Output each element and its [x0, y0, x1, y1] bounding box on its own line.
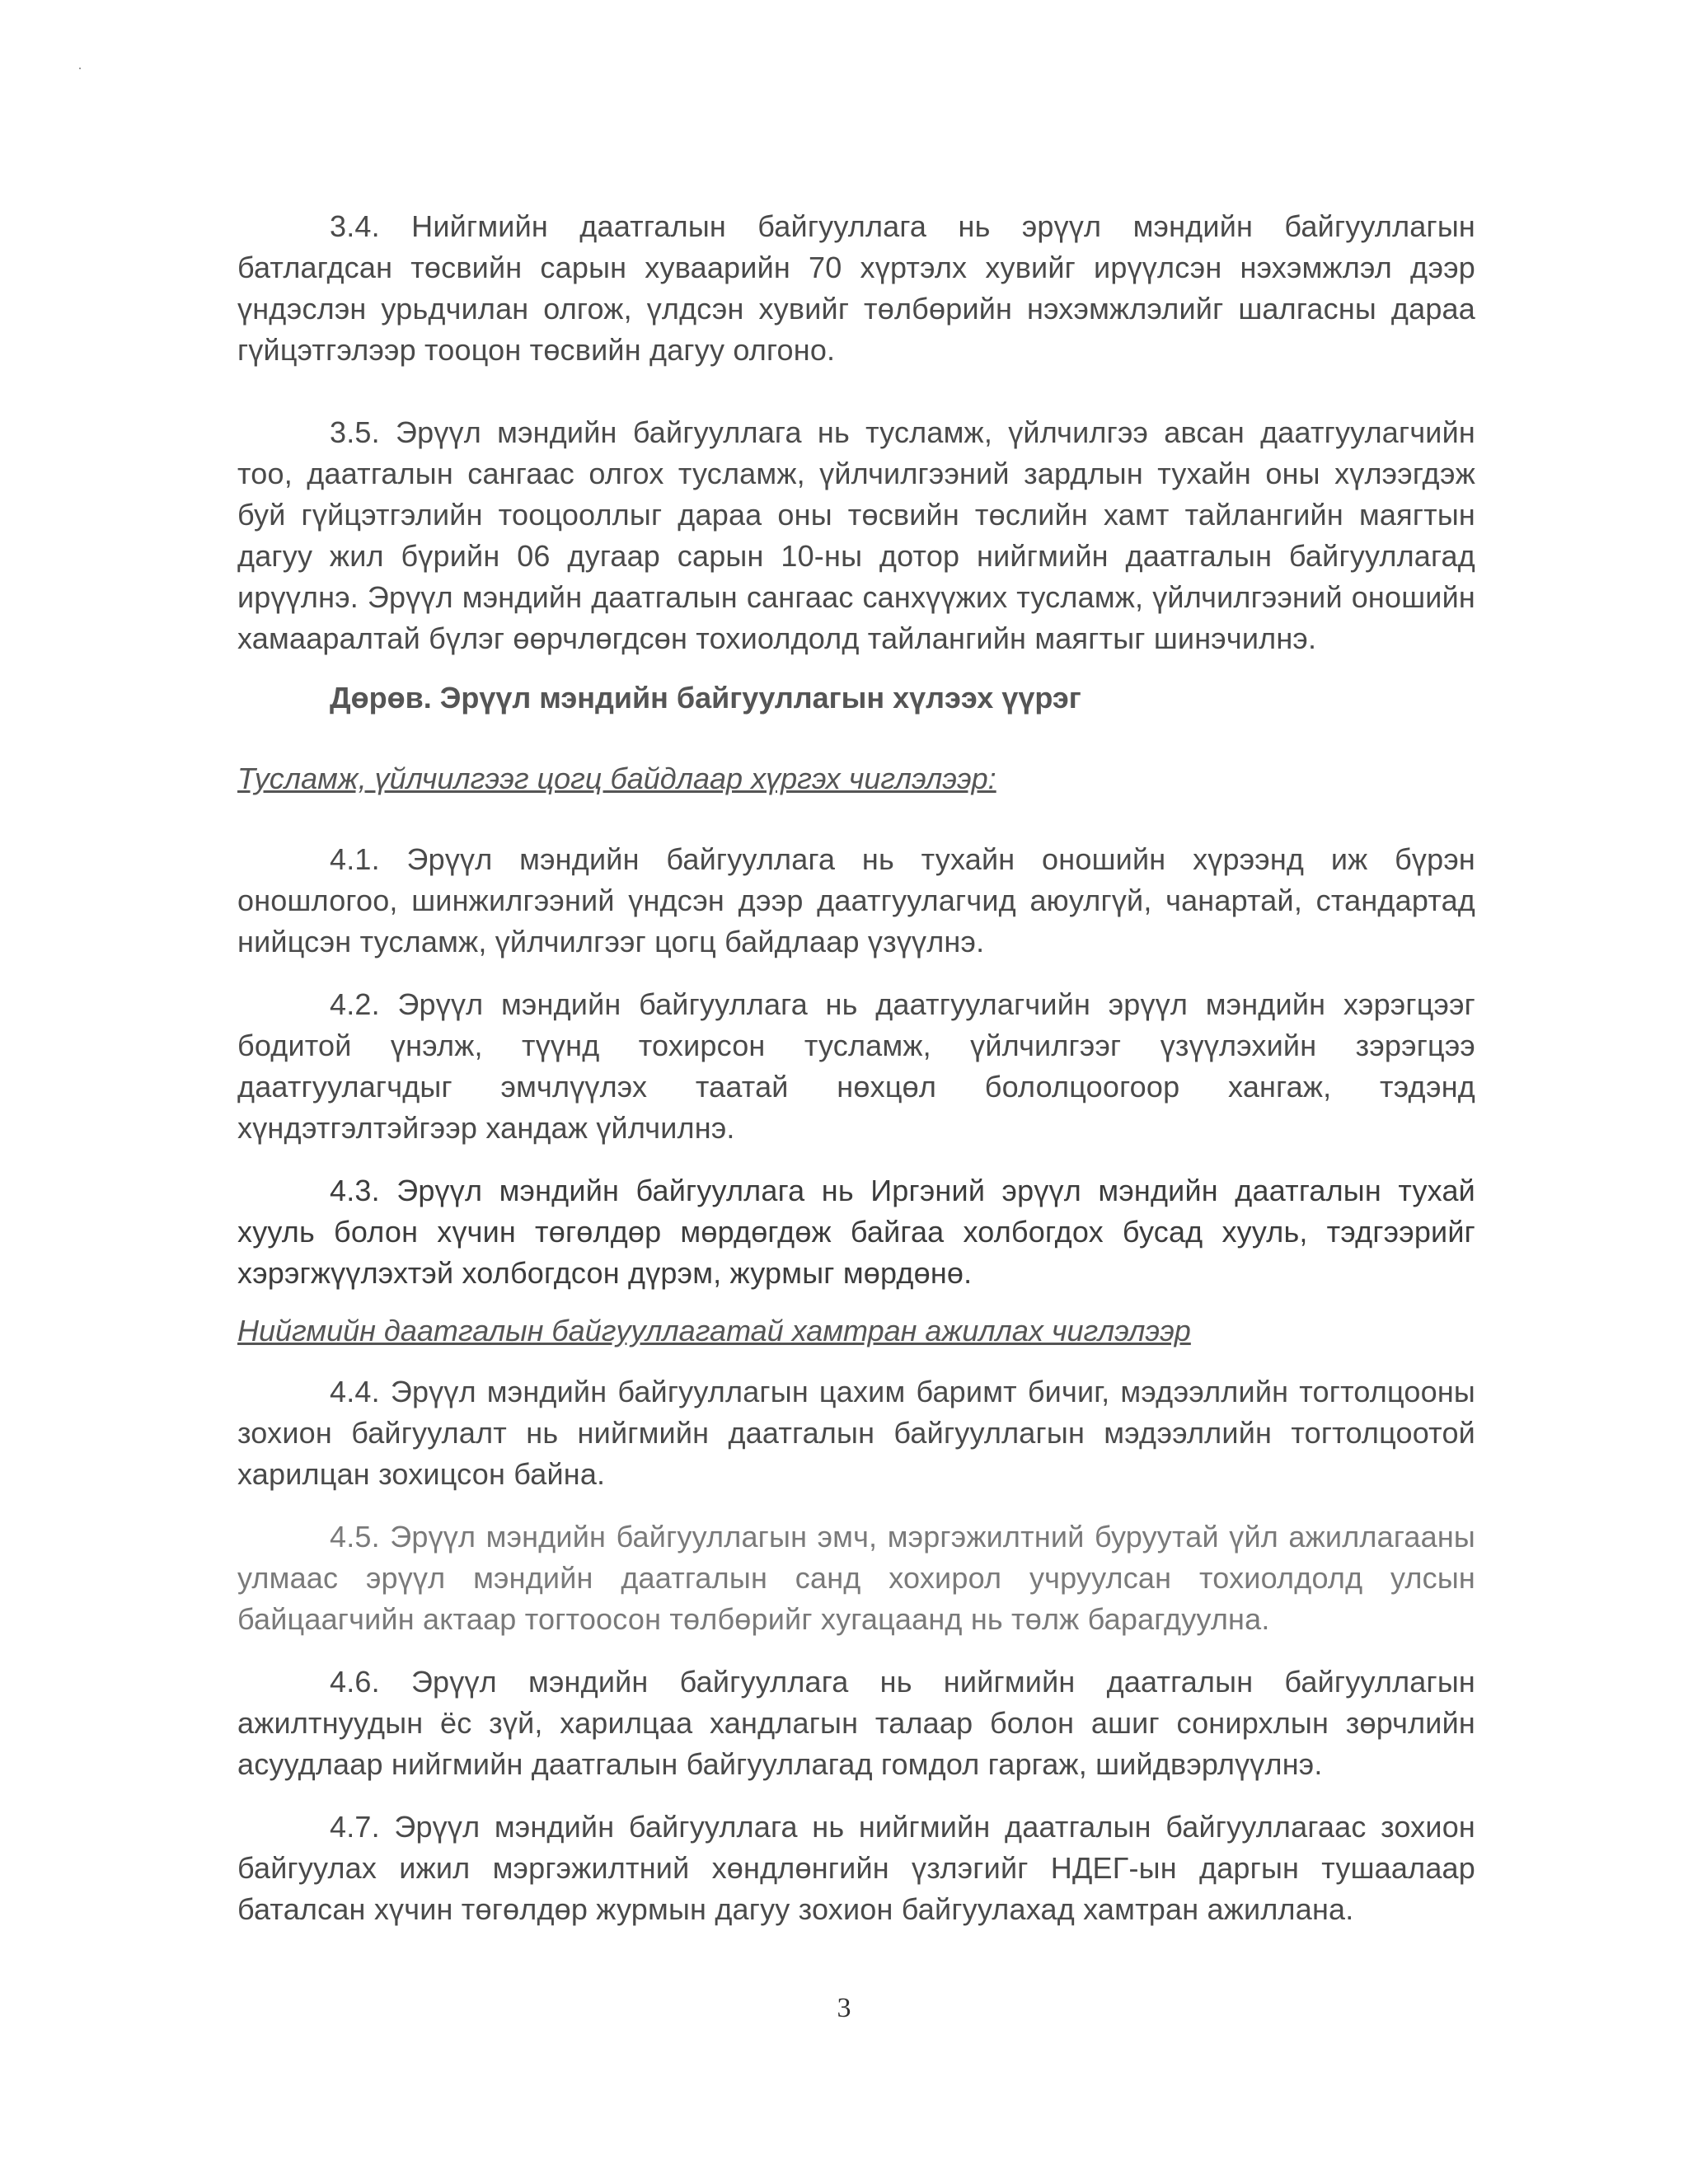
paragraph-4-1: 4.1. Эрүүл мэндийн байгууллага нь тухайн оношийн хүрээнд иж бүрэн оношлогоо, шинжилгээний үндсэн дээр даатгуулагчид аюулгүй, чанартай, стандартад нийцсэн тусламж, үйлчилгээг цогц байдлаар үзүүлнэ.	[237, 842, 1475, 958]
paragraph-4-7: 4.7. Эрүүл мэндийн байгууллага нь нийгмийн даатгалын байгууллагаас зохион байгуулах ижил мэргэжилтний хөндлөнгийн үзлэгийг НДЕГ-ын даргын тушаалаар баталсан хүчин төгөлдөр журмын дагуу зохион байгуулахад хамтран ажиллана.	[237, 1810, 1475, 1926]
paragraph-4-3: 4.3. Эрүүл мэндийн байгууллага нь Иргэний эрүүл мэндийн даатгалын тухай хууль болон хүчин төгөлдөр мөрдөгдөж байгаа холбогдох бусад хууль, тэдгээрийг хэрэгжүүлэхтэй холбогдсон дүрэм, журмыг мөрдөнө.	[237, 1174, 1475, 1290]
paragraph-4-5: 4.5. Эрүүл мэндийн байгууллагын эмч, мэргэжилтний буруутай үйл ажиллагааны улмаас эрүүл мэндийн даатгалын санд хохирол учруулсан тохиолдолд улсын байцаагчийн актаар тогтоосон төлбөрийг хугацаанд нь төлж барагдуулна.	[237, 1520, 1475, 1636]
paragraph-4-2: 4.2. Эрүүл мэндийн байгууллага нь даатгуулагчийн эрүүл мэндийн хэрэгцээг бодитой үнэлж, түүнд тохирсон тусламж, үйлчилгээг үзүүлэхийн зэрэгцээ даатгуулагчдыг эмчлүүлэх таатай нөхцөл бололцоогоор хангаж, тэдэнд хүндэтгэлтэйгээр хандаж үйлчилнэ.	[237, 987, 1475, 1145]
subheading-cooperation: Нийгмийн даатгалын байгууллагатай хамтран ажиллах чиглэлээр	[237, 1314, 1191, 1347]
scan-speck	[79, 68, 81, 69]
paragraph-3-5: 3.5. Эрүүл мэндийн байгууллага нь тусламж, үйлчилгээ авсан даатгуулагчийн тоо, даатгалын сангаас олгох тусламж, үйлчилгээний зардлын тухайн оны хүлээгдэж буй гүйцэтгэлийн тооцооллыг дараа оны төсвийн төслийн хамт тайлангийн маягтын дагуу жил бүрийн 06 дугаар сарын 10-ны дотор нийгмийн даатгалын байгууллагад ирүүлнэ. Эрүүл мэндийн даатгалын сангаас санхүүжих тусламж, үйлчилгээний оношийн хамааралтай бүлэг өөрчлөгдсөн тохиолдолд тайлангийн маягтыг шинэчилнэ.	[237, 415, 1475, 655]
section-heading: Дөрөв. Эрүүл мэндийн байгууллагын хүлээх үүрэг	[330, 681, 1081, 715]
paragraph-3-4: 3.4. Нийгмийн даатгалын байгууллага нь эрүүл мэндийн байгууллагын батлагдсан төсвийн сарын хуваарийн 70 хүртэлх хувийг ирүүлсэн нэхэмжлэл дээр үндэслэн урьдчилан олгож, үлдсэн хувийг төлбөрийн нэхэмжлэлийг шалгасны дараа гүйцэтгэлээр тооцон төсвийн дагуу олгоно.	[237, 209, 1475, 367]
paragraph-4-6: 4.6. Эрүүл мэндийн байгууллага нь нийгмийн даатгалын байгууллагын ажилтнуудын ёс зүй, харилцаа хандлагын талаар болон ашиг сонирхлын зөрчлийн асуудлаар нийгмийн даатгалын байгууллагад гомдол гаргаж, шийдвэрлүүлнэ.	[237, 1665, 1475, 1781]
subheading-services: Тусламж, үйлчилгээг цогц байдлаар хүргэх чиглэлээр:	[237, 762, 996, 795]
paragraph-4-4: 4.4. Эрүүл мэндийн байгууллагын цахим баримт бичиг, мэдээллийн тогтолцооны зохион байгуулалт нь нийгмийн даатгалын байгууллагын мэдээллийн тогтолцоотой харилцан зохицсон байна.	[237, 1375, 1475, 1491]
page-number: 3	[837, 1993, 851, 2023]
